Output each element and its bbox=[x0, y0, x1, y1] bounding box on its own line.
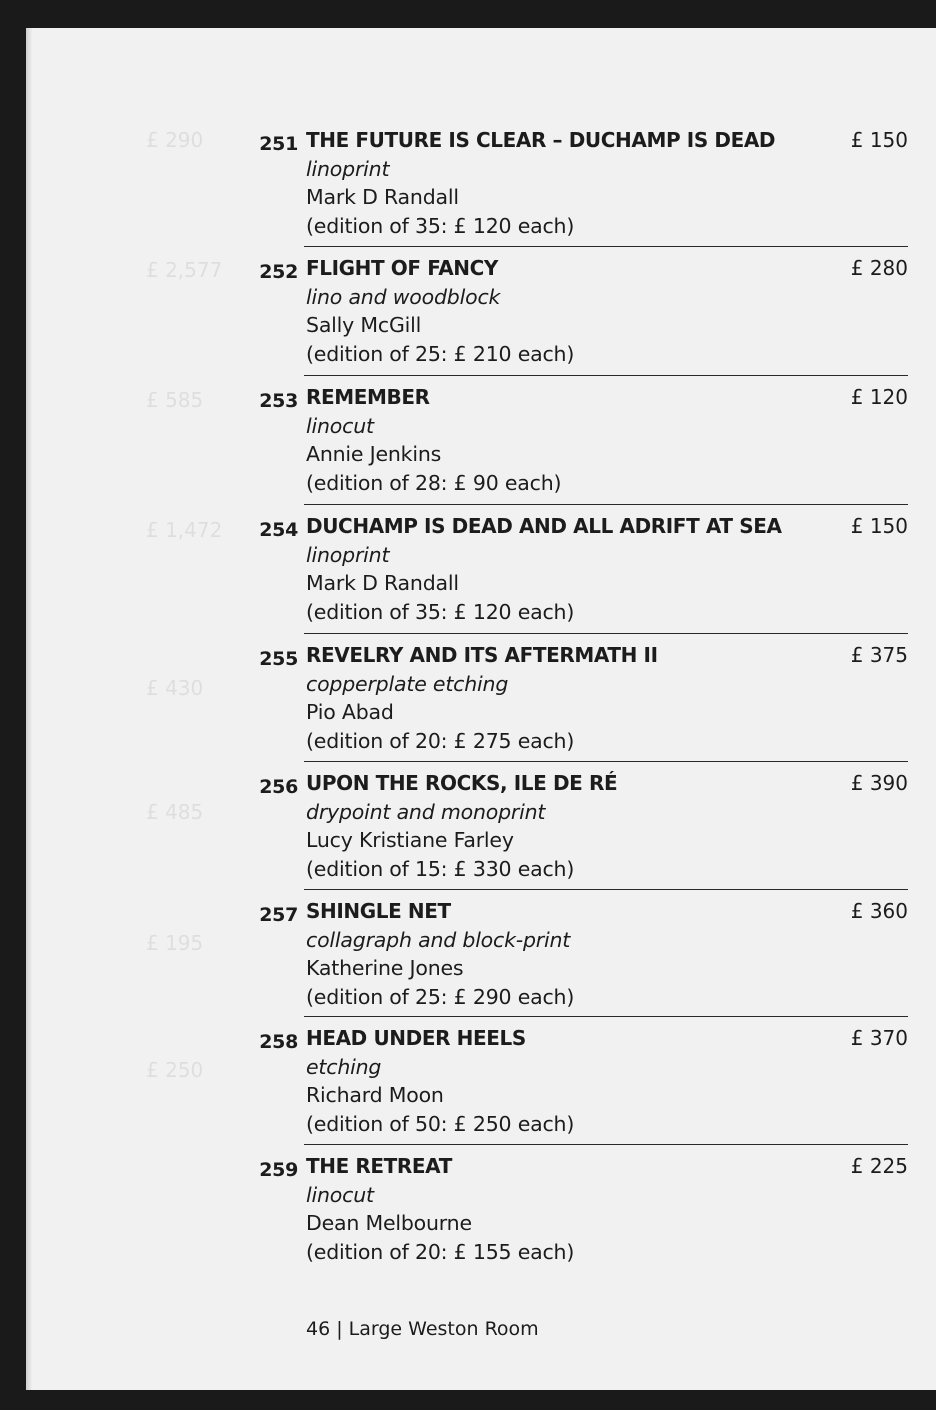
artwork-medium: linocut bbox=[306, 1182, 374, 1207]
lot-number: 255 bbox=[259, 648, 298, 670]
artist-name: Katherine Jones bbox=[306, 956, 464, 981]
artwork-medium: copperplate etching bbox=[306, 671, 509, 696]
artwork-price: £ 225 bbox=[850, 1154, 908, 1178]
divider-rule bbox=[304, 889, 908, 890]
artwork-title: SHINGLE NET bbox=[306, 899, 451, 923]
artwork-medium: linocut bbox=[306, 413, 374, 438]
page-footer: 46 | Large Weston Room bbox=[306, 1318, 539, 1340]
lot-number: 256 bbox=[259, 776, 298, 798]
artist-name: Mark D Randall bbox=[306, 185, 459, 210]
lot-number: 251 bbox=[259, 133, 298, 155]
lot-entry bbox=[26, 641, 936, 769]
show-through-decoration: £ 250 bbox=[146, 1058, 204, 1082]
artwork-price: £ 390 bbox=[850, 771, 908, 795]
lot-details bbox=[306, 254, 866, 368]
edition-info: (edition of 25: £ 290 each) bbox=[306, 984, 575, 1009]
artwork-title: DUCHAMP IS DEAD AND ALL ADRIFT AT SEA bbox=[306, 514, 782, 538]
lot-details bbox=[306, 383, 866, 497]
artwork-medium: lino and woodblock bbox=[306, 284, 501, 309]
artwork-price: £ 150 bbox=[850, 514, 908, 538]
artist-name: Mark D Randall bbox=[306, 571, 459, 596]
artwork-medium: etching bbox=[306, 1054, 382, 1079]
lot-entry bbox=[26, 383, 936, 511]
lot-number: 254 bbox=[259, 519, 298, 541]
artwork-title: HEAD UNDER HEELS bbox=[306, 1026, 526, 1050]
artist-name: Lucy Kristiane Farley bbox=[306, 828, 514, 853]
artist-name: Pio Abad bbox=[306, 700, 394, 725]
divider-rule bbox=[304, 1016, 908, 1017]
show-through-decoration: £ 485 bbox=[146, 800, 204, 824]
show-through-decoration: £ 585 bbox=[146, 388, 204, 412]
divider-rule bbox=[304, 246, 908, 247]
artwork-title: THE RETREAT bbox=[306, 1154, 452, 1178]
artwork-price: £ 375 bbox=[850, 643, 908, 667]
lot-number: 259 bbox=[259, 1159, 298, 1181]
divider-rule bbox=[304, 633, 908, 634]
lot-details bbox=[306, 641, 866, 755]
edition-info: (edition of 50: £ 250 each) bbox=[306, 1111, 575, 1136]
artwork-price: £ 370 bbox=[850, 1026, 908, 1050]
catalogue-page bbox=[26, 28, 936, 1390]
edition-info: (edition of 28: £ 90 each) bbox=[306, 470, 562, 495]
artwork-title: REMEMBER bbox=[306, 385, 430, 409]
artist-name: Annie Jenkins bbox=[306, 442, 442, 467]
lot-number: 258 bbox=[259, 1031, 298, 1053]
artwork-medium: linoprint bbox=[306, 542, 390, 567]
lot-entry bbox=[26, 1024, 936, 1152]
artwork-title: FLIGHT OF FANCY bbox=[306, 256, 498, 280]
edition-info: (edition of 20: £ 155 each) bbox=[306, 1239, 575, 1264]
edition-info: (edition of 15: £ 330 each) bbox=[306, 856, 575, 881]
artwork-title: THE FUTURE IS CLEAR – DUCHAMP IS DEAD bbox=[306, 128, 776, 152]
show-through-decoration: £ 1,472 bbox=[146, 518, 223, 542]
lot-details bbox=[306, 897, 866, 1011]
lot-entry bbox=[26, 254, 936, 382]
lot-details bbox=[306, 512, 866, 626]
lot-details bbox=[306, 1024, 866, 1138]
artwork-price: £ 150 bbox=[850, 128, 908, 152]
artist-name: Dean Melbourne bbox=[306, 1211, 472, 1236]
lot-number: 252 bbox=[259, 261, 298, 283]
artwork-title: REVELRY AND ITS AFTERMATH II bbox=[306, 643, 658, 667]
artwork-price: £ 120 bbox=[850, 385, 908, 409]
lot-entry bbox=[26, 897, 936, 1025]
lot-entry bbox=[26, 1152, 936, 1280]
artwork-medium: collagraph and block-print bbox=[306, 927, 571, 952]
show-through-decoration: £ 290 bbox=[146, 128, 204, 152]
lot-number: 253 bbox=[259, 390, 298, 412]
artwork-title: UPON THE ROCKS, ILE DE RÉ bbox=[306, 771, 618, 795]
divider-rule bbox=[304, 504, 908, 505]
lot-details bbox=[306, 126, 866, 240]
artwork-medium: drypoint and monoprint bbox=[306, 799, 546, 824]
show-through-decoration: £ 195 bbox=[146, 931, 204, 955]
divider-rule bbox=[304, 1144, 908, 1145]
lot-entry bbox=[26, 512, 936, 640]
lot-details bbox=[306, 769, 866, 883]
artist-name: Sally McGill bbox=[306, 313, 422, 338]
edition-info: (edition of 35: £ 120 each) bbox=[306, 599, 575, 624]
artist-name: Richard Moon bbox=[306, 1083, 444, 1108]
lot-details bbox=[306, 1152, 866, 1266]
edition-info: (edition of 35: £ 120 each) bbox=[306, 213, 575, 238]
lot-number: 257 bbox=[259, 904, 298, 926]
show-through-decoration: £ 430 bbox=[146, 676, 204, 700]
artwork-price: £ 280 bbox=[850, 256, 908, 280]
artwork-medium: linoprint bbox=[306, 156, 390, 181]
edition-info: (edition of 25: £ 210 each) bbox=[306, 341, 575, 366]
edition-info: (edition of 20: £ 275 each) bbox=[306, 728, 575, 753]
divider-rule bbox=[304, 375, 908, 376]
lot-entry bbox=[26, 126, 936, 254]
show-through-decoration: £ 2,577 bbox=[146, 258, 223, 282]
lot-entry bbox=[26, 769, 936, 897]
artwork-price: £ 360 bbox=[850, 899, 908, 923]
divider-rule bbox=[304, 761, 908, 762]
